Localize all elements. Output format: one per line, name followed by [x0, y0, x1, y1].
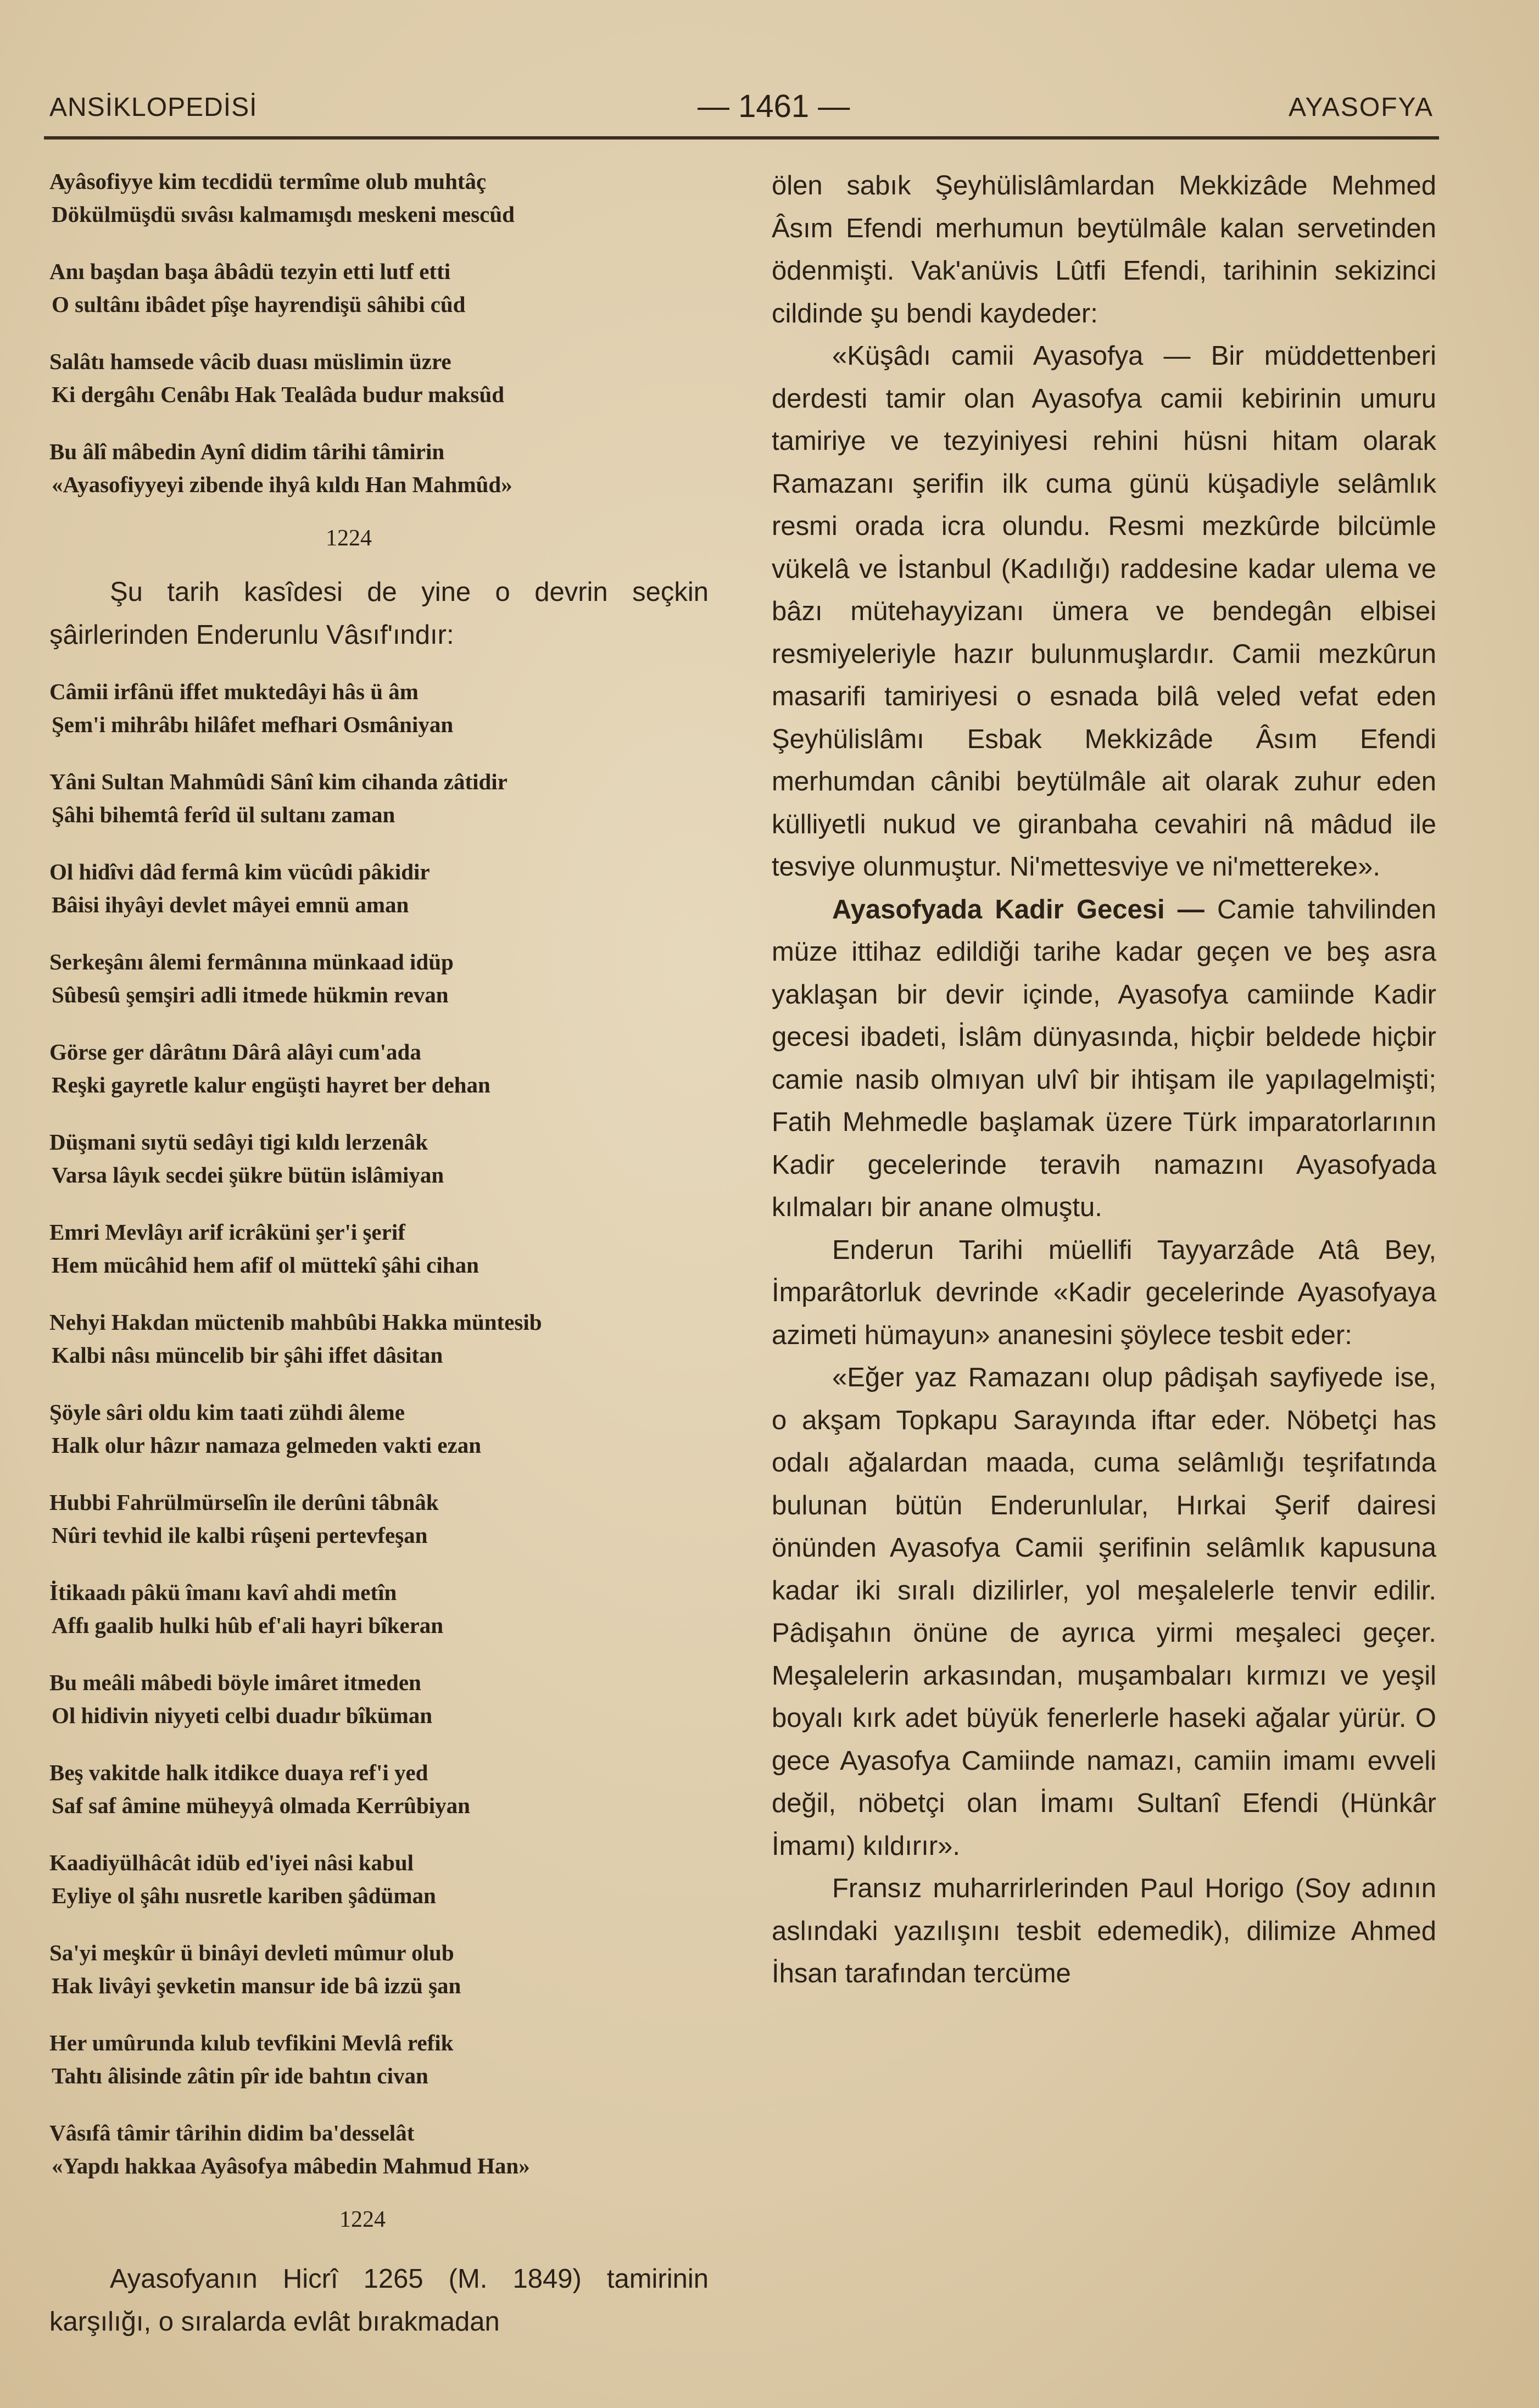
poem-stanza [49, 1396, 709, 1462]
poem-stanza [49, 855, 709, 921]
poem-stanza [49, 1035, 709, 1101]
poem-stanza [49, 945, 709, 1011]
verse-line: Şöyle sâri oldu kim taati zühdi âleme [49, 1400, 405, 1425]
closing-paragraph: Ayasofyanın Hicrî 1265 (M. 1849) tamirinin karşılığı, o sıralarda evlât bırakmadan [49, 2264, 709, 2337]
verse-line: «Yapdı hakkaa Ayâsofya mâbedin Mahmud Han» [52, 2153, 530, 2178]
paragraph-ramazan-quote: «Eğer yaz Ramazanı olup pâdişah sayfiyede ise, o akşam Topkapu Sarayında iftar eder. Nöbetçi has odalı ağalardan maada, cuma selâmlığı teşrifatında bulunan bütün Enderunlular, Hırkai Şerif dairesi önünden Ayasofya Camii şerifinin selâmlık kapusuna kadar iki sıralı dizilirler, yol meşalelerle tenvir edilir. Pâdişahın önüne de ayrıca yirmi meşaleci geçer. Meşalelerin arkasından, muşambaları kırmızı ve yeşil boyalı kırk adet büyük fenerlerle haseki ağalar yürür. O gece Ayasofya Camiinde namazı, camiin imamı evveli değil, nöbetçi olan İmamı Sultanî Efendi (Hünkâr İmamı) kıldırır». [772, 1363, 1436, 1861]
verse-line: Kalbi nâsı müncelib bir şâhi iffet dâsitan [52, 1342, 443, 1368]
verse-line: Reşki gayretle kalur engüşti hayret ber dehan [52, 1072, 490, 1097]
left-column [49, 165, 709, 2343]
header-rule [44, 136, 1439, 140]
poem-second-year: 1224 [339, 2207, 386, 2232]
poem-stanza [49, 675, 709, 741]
poem-stanza [49, 255, 709, 321]
paragraph-kadir-gecesi [772, 889, 1436, 1229]
verse-line: Hubbi Fahrülmürselîn ile derûni tâbnâk [49, 1490, 439, 1515]
verse-line: Salâtı hamsede vâcib duası müslimin üzre [49, 349, 451, 374]
section-body-kadir-gecesi: Camie tahvilinden müze ittihaz edildiği tarihe kadar geçen ve beş asra yaklaşan bir devir içinde, Ayasofya camiinde Kadir gecesi ibadeti, İslâm dünyasında, hiçbir beldede hiçbir camie nasib olmıyan ulvî bir ihtişam ile yapılagelmişti; Fatih Mehmedle başlamak üzere Türk imparatorlarının Kadir gecelerinde teravih namazını Ayasofyada kılmaları bir anane olmuştu. [772, 894, 1436, 1222]
verse-line: Sûbesû şemşiri adli itmede hükmin revan [52, 982, 449, 1007]
poem-stanza [49, 1756, 709, 1822]
verse-line: Sa'yi meşkûr ü binâyi devleti mûmur olub [49, 1940, 454, 1965]
verse-line: Kaadiyülhâcât idüb ed'iyei nâsi kabul [49, 1850, 414, 1875]
paragraph-lutfi-quote: «Küşâdı camii Ayasofya — Bir müddettenberi derdesti tamir olan Ayasofya camii kebirinin umuru tamiriye ve tezyiniyesi rehini hüsni hitam olarak Ramazanı şerifin ilk cuma günü küşadiyle selâmlık resmi orada icra olundu. Resmi mezkûrde bilcümle vükelâ ve İstanbul (Kadılığı) raddesine kadar ulema ve bâzı mütehayyizanı ümera ve bendegân elbisei resmiyeleriyle hazır bulunmuşlardır. Camii mezkûrun masarifi tamiriyesi o esnada bilâ veled vefat eden Şeyhülislâmı Esbak Mekkizâde Âsım Efendi merhumdan cânibi beytülmâle ait olarak zuhur eden külliyetli nukud ve giranbaha cevahiri nâ mâdud ile tesviye olunmuştur. Ni'mettesviye ve ni'mettereke». [772, 341, 1436, 882]
verse-line: Saf saf âmine mühеyyâ olmada Kerrûbiyan [52, 1793, 470, 1818]
poem-stanza [49, 1936, 709, 2002]
poem-stanza [49, 1125, 709, 1191]
verse-line: «Ayasofiyyeyi zibende ihyâ kıldı Han Mahmûd» [52, 472, 512, 497]
verse-line: Ayâsofiyye kim tecdidü termîme olub muhtâç [49, 169, 487, 194]
verse-line: Varsa lâyık secdei şükre bütün islâmiyan [52, 1162, 444, 1188]
poem-stanza [49, 1216, 709, 1281]
poem-stanza [49, 1666, 709, 1732]
poem-intro-paragraph: Şu tarih kasîdesi de yine o devrin seçkin şâirlerinden Enderunlu Vâsıf'ındır: [49, 577, 709, 650]
verse-line: Affı gaalib hulki hûb ef'ali hayri bîkeran [52, 1613, 444, 1638]
poem-stanza [49, 2116, 709, 2182]
verse-line: İtikaadı pâkü îmanı kavî ahdi metîn [49, 1580, 397, 1605]
poem-stanza [49, 1576, 709, 1642]
poem-stanza [49, 2026, 709, 2092]
poem-stanza [49, 435, 709, 501]
page-number: — 1461 — [698, 88, 850, 124]
poem-stanza [49, 1306, 709, 1372]
verse-line: Ki dergâhı Cenâbı Hak Tealâda budur maksûd [52, 382, 505, 407]
verse-line: Ol hidivin niyyeti celbi duadır bîküman [52, 1703, 433, 1728]
verse-line: Hak livâyi şevketin mansur ide bâ izzü şan [52, 1973, 461, 1998]
verse-line: Her umûrunda kılub tevfikini Mevlâ refik [49, 2030, 454, 2055]
verse-line: Şâhi bihemtâ ferîd ül sultanı zaman [52, 802, 395, 827]
header-entry-title: AYASOFYA [1288, 93, 1434, 122]
paragraph-continuation: ölen sabık Şeyhülislâmlardan Mekkizâde Mehmed Âsım Efendi merhumun beytülmâle kalan servetinden ödenmişti. Vak'anüvis Lûtfi Efendi, tarihinin sekizinci cildinde şu bendi kaydeder: [772, 171, 1436, 328]
poem-stanza [49, 165, 709, 231]
poem-first-year: 1224 [326, 526, 372, 551]
verse-line: Vâsıfâ tâmir târihin didim ba'desselât [49, 2120, 415, 2145]
verse-line: O sultânı ibâdet pîşe hayrendişü sâhibi cûd [52, 292, 466, 317]
verse-line: Câmii irfânü iffet muktedâyi hâs ü âm [49, 679, 419, 704]
verse-line: Nûri tevhid ile kalbi rûşeni pertevfeşan [52, 1523, 428, 1548]
verse-line: Ol hidîvi dâd fermâ kim vücûdi pâkidir [49, 859, 430, 884]
paragraph-enderun-tarihi: Enderun Tarihi müellifi Tayyarzâde Atâ Bey, İmparâtorluk devrinde «Kadir gecelerinde Ayasofyaya azimeti hümayun» ananesini şöylece tesbit eder: [772, 1235, 1436, 1350]
poem-second [49, 675, 709, 2182]
verse-line: Emri Mevlâyı arif icrâküni şer'i şerif [49, 1219, 405, 1245]
verse-line: Beş vakitde halk itdikce duaya ref'i yed [49, 1760, 428, 1785]
verse-line: Nehyi Hakdan müctenib mahbûbi Hakka müntesib [49, 1309, 542, 1335]
verse-line: Düşmani sıytü sedâyi tigi kıldı lerzenâk [49, 1129, 428, 1155]
right-column [772, 165, 1436, 1995]
poem-stanza [49, 1486, 709, 1552]
verse-line: Halk olur hâzır namaza gelmeden vakti ezan [52, 1432, 482, 1458]
verse-line: Bu meâli mâbedi böyle imâret itmeden [49, 1670, 421, 1695]
section-heading-kadir-gecesi: Ayasofyada Kadir Gecesi — [832, 894, 1205, 924]
page-header [49, 82, 1434, 132]
poem-stanza [49, 765, 709, 831]
verse-line: Dökülmüşdü sıvâsı kalmamışdı meskeni mescûd [52, 202, 515, 227]
verse-line: Anı başdan başa âbâdü tezyin etti lutf etti [49, 259, 451, 284]
verse-line: Görse ger dârâtını Dârâ alâyi cum'ada [49, 1039, 421, 1064]
verse-line: Tahtı âlisinde zâtin pîr ide bahtın civan [52, 2063, 428, 2088]
poem-stanza [49, 1846, 709, 1912]
verse-line: Bu âlî mâbedin Aynî didim târihi tâmirin [49, 439, 445, 464]
verse-line: Hem mücâhid hem afif ol müttekî şâhi cihan [52, 1252, 479, 1278]
verse-line: Yâni Sultan Mahmûdi Sânî kim cihanda zâtidir [49, 769, 508, 794]
poem-stanza [49, 345, 709, 411]
verse-line: Serkeşânı âlemi fermânına münkaad idüp [49, 949, 454, 974]
verse-line: Bâisi ihyâyi devlet mâyei emnü aman [52, 892, 409, 917]
header-encyclopedia-label: ANSİKLOPEDİSİ [49, 93, 258, 122]
verse-line: Eyliye ol şâhı nusretle kariben şâdüman [52, 1883, 436, 1908]
poem-first [49, 165, 709, 501]
paragraph-paul-horigo: Fransız muharrirlerinden Paul Horigo (Soy adının aslındaki yazılışını tesbit edemedik), dilimize Ahmed İhsan tarafından tercüme [772, 1874, 1436, 1988]
verse-line: Şem'i mihrâbı hilâfet mefhari Osmâniyan [52, 712, 454, 737]
